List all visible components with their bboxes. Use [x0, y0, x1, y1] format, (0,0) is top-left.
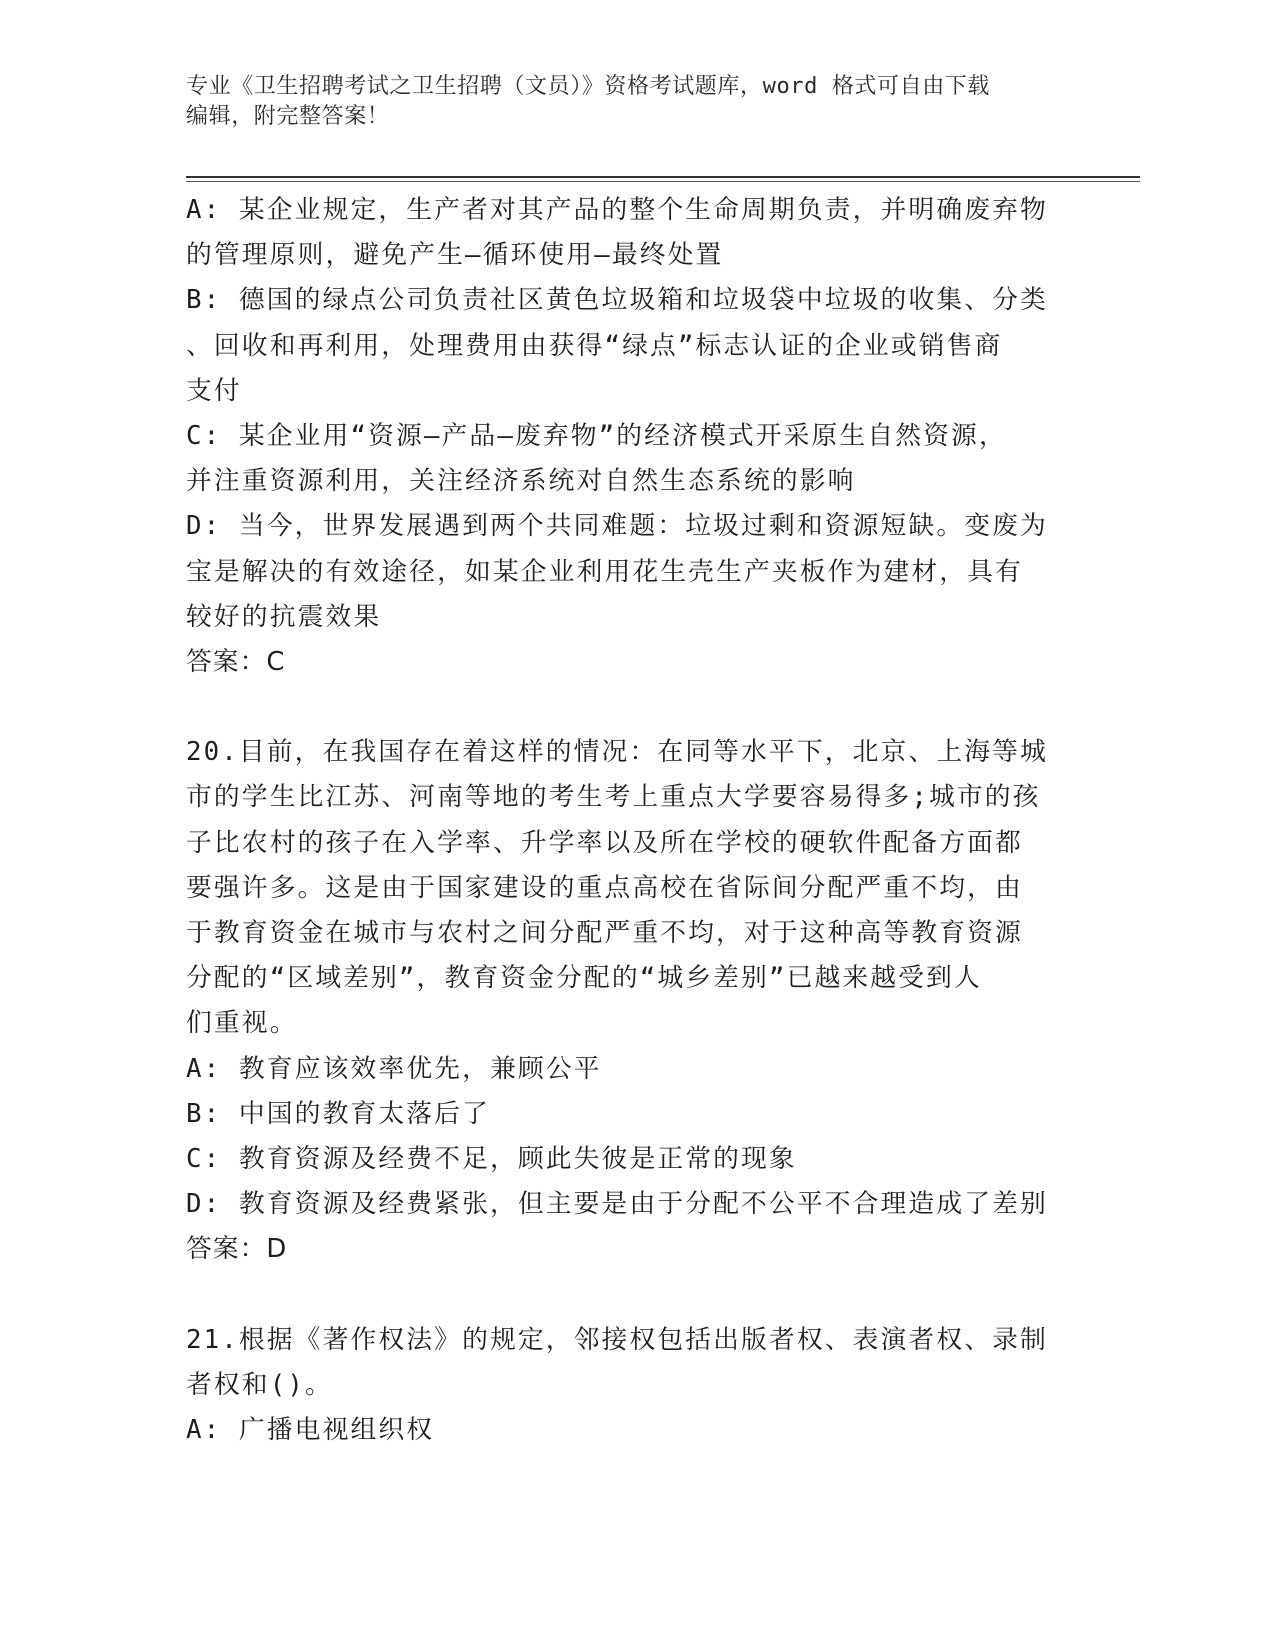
q19-option-c-line-2: 并注重资源利用，关注经济系统对自然生态系统的影响	[186, 466, 856, 497]
q20-stem-line-2: 市的学生比江苏、河南等地的考生考上重点大学要容易得多;城市的孩	[186, 782, 1041, 813]
q19-option-c-line-1: C: 某企业用“资源—产品—废弃物”的经济模式开采原生自然资源，	[186, 420, 1007, 451]
q19-option-a-line-2: 的管理原则，避免产生—循环使用—最终处置	[186, 240, 724, 271]
header-rule-thick	[186, 176, 1140, 178]
question-gap	[186, 685, 1086, 730]
q19-option-d-line-2: 宝是解决的有效途径，如某企业利用花生壳生产夹板作为建材，具有	[186, 556, 1023, 587]
q19-option-d-line-1: D: 当今，世界发展遇到两个共同难题：垃圾过剩和资源短缺。变废为	[186, 511, 1048, 542]
question-content	[186, 188, 1086, 1453]
document-header	[186, 72, 1066, 132]
q20-stem-line-1: 20.目前，在我国存在着这样的情况：在同等水平下，北京、上海等城	[186, 737, 1048, 768]
question-20	[186, 730, 1086, 1272]
q19-option-b-line-1: B: 德国的绿点公司负责社区黄色垃圾箱和垃圾袋中垃圾的收集、分类	[186, 285, 1048, 316]
question-gap	[186, 1273, 1086, 1318]
q20-stem-line-3: 子比农村的孩子在入学率、升学率以及所在学校的硬软件配备方面都	[186, 827, 1023, 858]
q20-stem-line-6: 分配的“区域差别”，教育资金分配的“城乡差别”已越来越受到人	[186, 963, 982, 994]
q20-stem-line-7: 们重视。	[186, 1008, 298, 1039]
q20-option-b: B: 中国的教育太落后了	[186, 1098, 490, 1129]
q19-option-b-line-2: 、回收和再利用，处理费用由获得“绿点”标志认证的企业或销售商	[186, 330, 1003, 361]
q19-option-b-line-3: 支付	[186, 375, 242, 406]
q20-stem-line-4: 要强许多。这是由于国家建设的重点高校在省际间分配严重不均，由	[186, 872, 1023, 903]
header-line-1: 专业《卫生招聘考试之卫生招聘（文员）》资格考试题库，word 格式可自由下载	[186, 74, 991, 99]
q20-option-c: C: 教育资源及经费不足，顾此失彼是正常的现象	[186, 1143, 797, 1174]
q19-answer: 答案：C	[186, 646, 286, 677]
q21-stem-line-2: 者权和()。	[186, 1369, 333, 1400]
q21-option-a: A: 广播电视组织权	[186, 1415, 435, 1446]
question-21	[186, 1318, 1086, 1454]
q20-option-d: D: 教育资源及经费紧张，但主要是由于分配不公平不合理造成了差别	[186, 1189, 1048, 1220]
header-rule-thin	[186, 181, 1140, 182]
q20-stem-line-5: 于教育资金在城市与农村之间分配严重不均，对于这种高等教育资源	[186, 918, 1023, 948]
q20-option-a: A: 教育应该效率优先，兼顾公平	[186, 1053, 602, 1084]
question-19-options	[186, 188, 1086, 685]
q21-stem-line-1: 21.根据《著作权法》的规定，邻接权包括出版者权、表演者权、录制	[186, 1324, 1048, 1355]
q19-option-a-line-1: A: 某企业规定，生产者对其产品的整个生命周期负责，并明确废弃物	[186, 195, 1048, 225]
q20-answer: 答案：D	[186, 1234, 288, 1265]
header-line-2: 编辑，附完整答案！	[186, 104, 390, 129]
q19-option-d-line-3: 较好的抗震效果	[186, 601, 382, 632]
